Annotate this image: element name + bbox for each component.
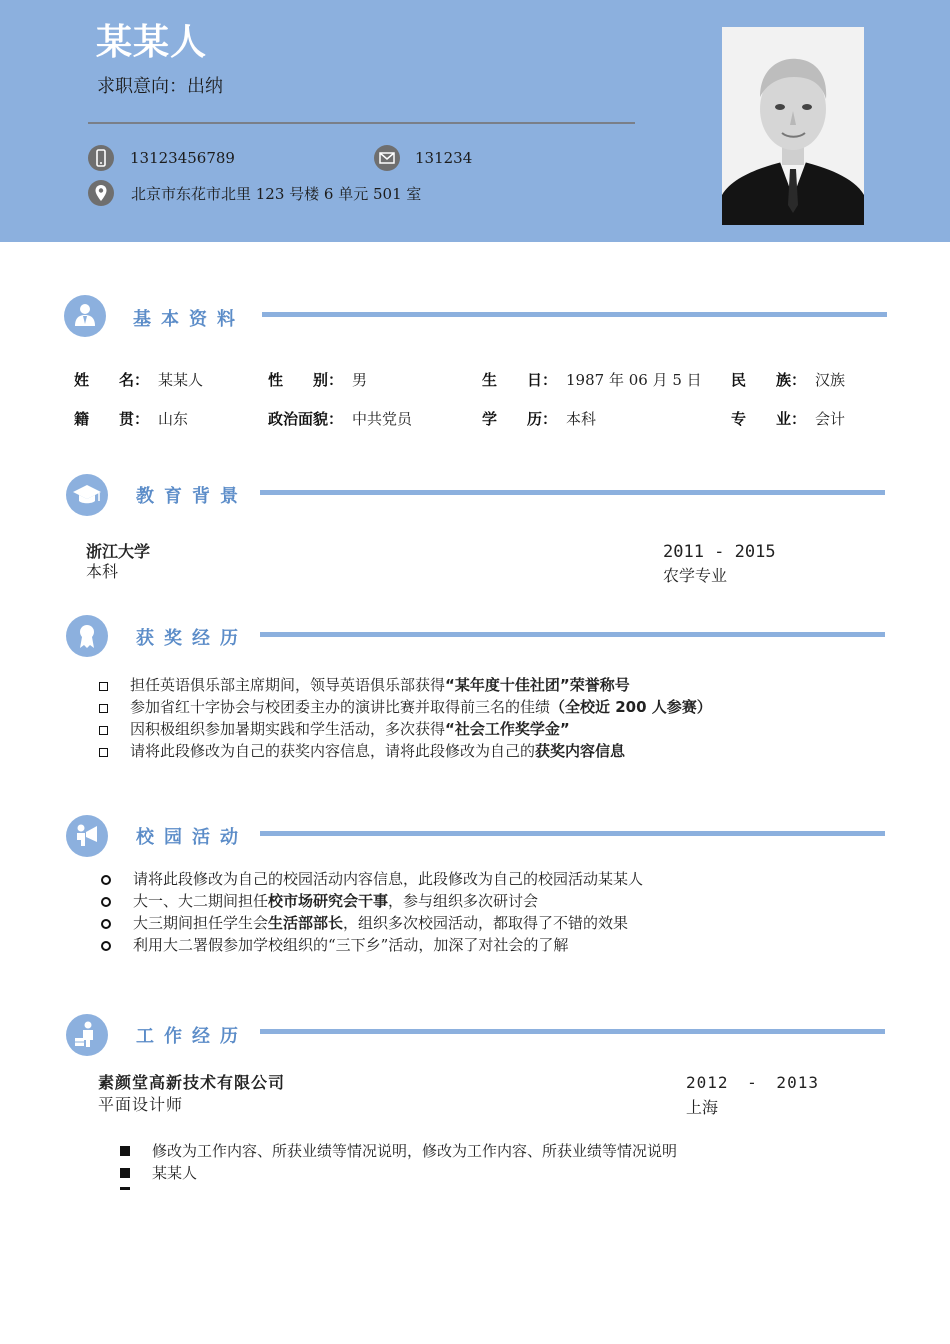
megaphone-icon [66,815,108,857]
info-label-ethnicity: 民 族： [731,371,807,389]
square-bullet-icon [99,748,108,757]
education-major: 农学专业 [663,566,728,585]
section-bar-education [260,490,885,495]
candidate-name: 某某人 [96,22,208,63]
circle-bullet-icon [101,941,111,951]
filled-square-bullet-icon [120,1146,130,1156]
phone-icon [88,145,114,171]
email-address: 131234 [415,149,473,167]
list-item: 参加省红十字协会与校团委主办的演讲比赛并取得前三名的佳绩（全校近 200 人参赛） [130,696,712,718]
info-label-major: 专 业： [731,410,807,428]
work-company: 素颜堂高新技术有限公司 [98,1073,286,1092]
info-value-gender: 男 [352,371,368,389]
list-item: 请将此段修改为自己的获奖内容信息，请将此段修改为自己的获奖内容信息 [130,740,712,762]
work-period: 2012 - 2013 [686,1073,819,1092]
worker-icon [66,1014,108,1056]
info-label-name: 姓 名： [74,371,150,389]
education-period: 2011 - 2015 [663,542,776,562]
square-bullet-icon [99,704,108,713]
award-icon [66,615,108,657]
phone-number: 13123456789 [130,149,235,167]
list-item: 利用大二署假参加学校组织的“三下乡”活动，加深了对社会的了解 [133,934,643,956]
info-value-major: 会计 [815,410,846,428]
profile-photo [722,27,864,225]
info-value-degree: 本科 [566,410,597,428]
filled-square-bullet-icon [120,1187,130,1190]
list-item: 担任英语俱乐部主席期间，领导英语俱乐部获得“某年度十佳社团”荣誉称号 [130,674,712,696]
info-label-politics: 政治面貌： [268,410,344,428]
awards-list [130,674,712,762]
list-item: 请将此段修改为自己的校园活动内容信息，此段修改为自己的校园活动某某人 [133,868,643,890]
info-value-ethnicity: 汉族 [815,371,846,389]
section-bar-work [260,1029,885,1034]
list-item: 修改为工作内容、所获业绩等情况说明，修改为工作内容、所获业绩等情况说明 [152,1140,677,1162]
filled-square-bullet-icon [120,1168,130,1178]
section-title-awards: 获奖经历 [136,628,248,649]
info-value-birthday: 1987 年 06 月 5 日 [566,371,702,389]
info-label-hometown: 籍 贯： [74,410,150,428]
circle-bullet-icon [101,875,111,885]
work-city: 上海 [686,1098,719,1117]
info-value-politics: 中共党员 [352,410,413,428]
info-value-name: 某某人 [158,371,204,389]
graduation-cap-icon [66,474,108,516]
header-divider [88,122,635,124]
mail-icon [374,145,400,171]
home-address: 北京市东花市北里 123 号楼 6 单元 501 室 [131,185,422,203]
info-label-gender: 性 别： [268,371,344,389]
person-icon [64,295,106,337]
section-bar-campus [260,831,885,836]
list-item: 某某人 [152,1162,677,1184]
list-item [152,1184,677,1198]
circle-bullet-icon [101,897,111,907]
work-position: 平面设计师 [98,1095,184,1114]
campus-list [133,868,643,956]
list-item: 大三期间担任学生会生活部部长，组织多次校园活动，都取得了不错的效果 [133,912,643,934]
list-item: 大一、大二期间担任校市场研究会干事，参与组织多次研讨会 [133,890,643,912]
section-title-work: 工作经历 [136,1026,248,1047]
job-intent: 求职意向：出纳 [97,76,223,97]
education-school: 浙江大学 [86,542,151,561]
info-value-hometown: 山东 [158,410,189,428]
circle-bullet-icon [101,919,111,929]
location-icon [88,180,114,206]
info-label-degree: 学 历： [482,410,558,428]
education-degree: 本科 [86,562,119,581]
section-bar-basic [262,312,887,317]
work-items-list [152,1140,677,1198]
section-title-basic: 基本资料 [133,309,245,330]
section-title-education: 教育背景 [136,486,248,507]
list-item: 因积极组织参加暑期实践和学生活动，多次获得“社会工作奖学金” [130,718,712,740]
square-bullet-icon [99,726,108,735]
section-title-campus: 校园活动 [136,827,248,848]
header-banner [0,0,950,242]
info-label-birthday: 生 日： [482,371,558,389]
square-bullet-icon [99,682,108,691]
section-bar-awards [260,632,885,637]
